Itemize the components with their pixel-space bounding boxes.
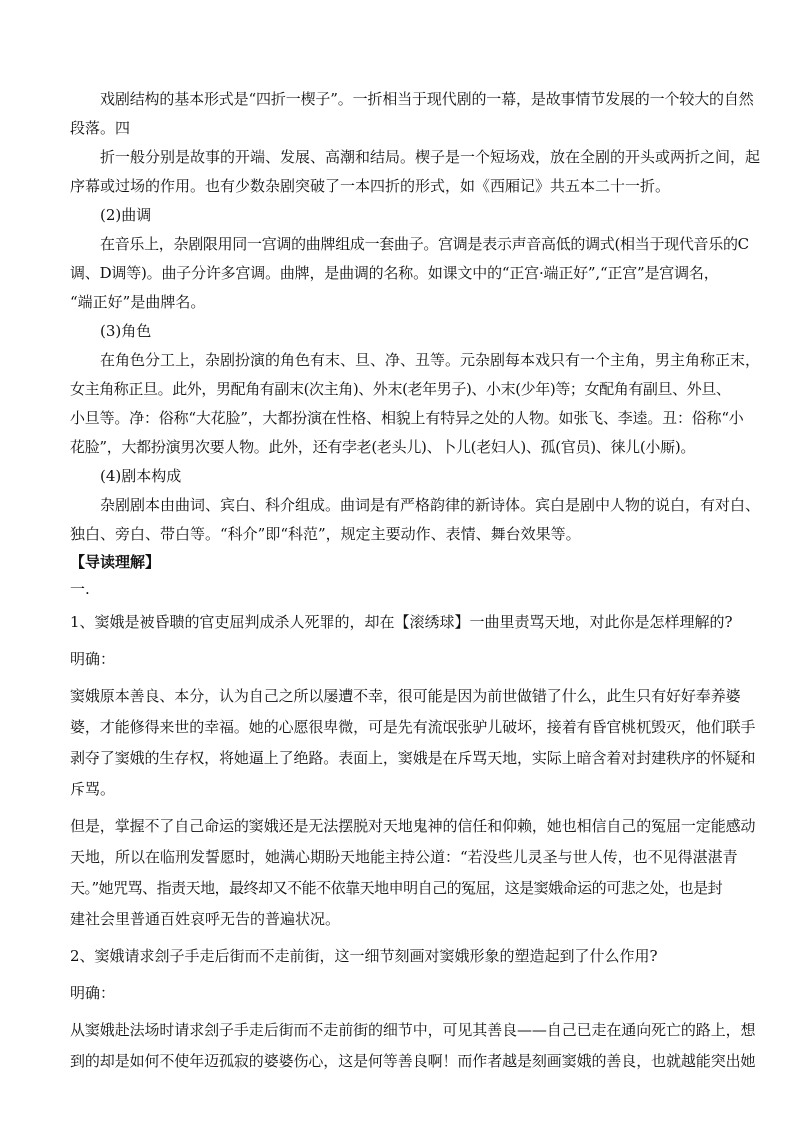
answer-1-line-3: 剥夺了窦娥的生存权，将她逼上了绝路。表面上，窦娥是在斥骂天地，实际上暗含着对封建秩序的怀疑和 — [70, 749, 756, 767]
answer-1-line-8: 建社会里普通百姓哀呼无告的普遍状况。 — [70, 910, 341, 928]
answer-1-line-6: 天地，所以在临刑发誓愿时，她满心期盼天地能主持公道：“若没些儿灵圣与世人传，也不见得湛湛青 — [70, 848, 738, 866]
para-structure-line-3: 折一般分别是故事的开端、发展、高潮和结局。楔子是一个短场戏，放在全剧的开头或两折之间，起 — [100, 148, 761, 166]
para-script-line-1: 杂剧剧本由曲词、宾白、科介组成。曲词是有严格韵律的新诗体。宾白是剧中人物的说白，有对白、 — [100, 496, 761, 514]
answer-2-line-1: 从窦娥赴法场时请求刽子手走后街而不走前街的细节中，可见其善良——自己已走在通向死亡的路上，想 — [70, 1021, 756, 1039]
question-1: 1、窦娥是被昏聩的官吏屈判成杀人死罪的，却在【滚绣球】一曲里责骂天地，对此你是怎样理解的? — [70, 613, 733, 631]
para-structure-line-1: 戏剧结构的基本形式是“四折一楔子”。一折相当于现代剧的一幕，是故事情节发展的一个较大的自然 — [100, 90, 754, 108]
answer-1-line-1: 窦娥原本善良、本分，认为自己之所以屡遭不幸，很可能是因为前世做错了什么，此生只有好好奉养婆 — [70, 687, 741, 705]
question-2: 2、窦娥请求刽子手走后街而不走前街，这一细节刻画对窦娥形象的塑造起到了什么作用? — [70, 947, 658, 965]
para-melody-line-2: 调、D调等)。曲子分许多宫调。曲牌，是曲调的名称。如课文中的“正宫·端正好”,“正宫”是宫调名， — [70, 264, 719, 282]
answer-1-line-5: 但是，掌握不了自己命运的窦娥还是无法摆脱对天地鬼神的信任和仰赖，她也相信自己的冤屈一定能感动 — [70, 817, 756, 835]
answer-label-2: 明确： — [70, 984, 116, 1002]
section-number: 一. — [70, 580, 90, 598]
answer-1-line-2: 婆，才能修得来世的幸福。她的心愿很卑微，可是先有流氓张驴儿破坏，接着有昏官桃杌毁灭，他们联手 — [70, 718, 756, 736]
answer-1-line-7: 天。”她咒骂、指责天地，最终却又不能不依靠天地申明自己的冤屈，这是窦娥命运的可悲之处，也是封 — [70, 879, 723, 897]
para-melody-line-3: “端正好”是曲牌名。 — [70, 293, 206, 311]
answer-1-line-4: 斥骂。 — [70, 780, 116, 798]
para-roles-line-1: 在角色分工上，杂剧扮演的角色有末、旦、净、丑等。元杂剧每本戏只有一个主角，男主角称正末， — [100, 351, 761, 369]
section-heading: 【导读理解】 — [70, 553, 161, 571]
para-script-line-2: 独白、旁白、带白等。“科介”即“科范”，规定主要动作、表情、舞台效果等。 — [70, 525, 581, 543]
para-melody-line-1: 在音乐上，杂剧限用同一宫调的曲牌组成一套曲子。宫调是表示声音高低的调式(相当于现代音乐的C — [100, 235, 749, 253]
subheading-roles: (3)角色 — [100, 322, 152, 340]
answer-label-1: 明确： — [70, 650, 116, 668]
answer-2-line-2: 到的却是如何不使年迈孤寂的婆婆伤心，这是何等善良啊！而作者越是刻画窦娥的善良，也就越能突出她 — [70, 1052, 756, 1070]
para-roles-line-2: 女主角称正旦。此外，男配角有副末(次主角)、外末(老年男子)、小末(少年)等；女配角有副旦、外旦、 — [70, 380, 731, 398]
para-structure-line-4: 序幕或过场的作用。也有少数杂剧突破了一本四折的形式，如《西厢记》共五本二十一折。 — [70, 177, 671, 195]
subheading-melody: (2)曲调 — [100, 206, 152, 224]
para-structure-line-2: 段落。四 — [70, 119, 131, 137]
para-roles-line-3: 小旦等。净：俗称“大花脸”，大都扮演在性格、相貌上有特异之处的人物。如张飞、李逵。丑：俗称“小 — [70, 409, 744, 427]
para-roles-line-4: 花脸”，大都扮演男次要人物。此外，还有孛老(老头儿)、卜儿(老妇人)、孤(官员)、徕儿(小厮)。 — [70, 438, 696, 456]
subheading-script: (4)剧本构成 — [100, 467, 182, 485]
